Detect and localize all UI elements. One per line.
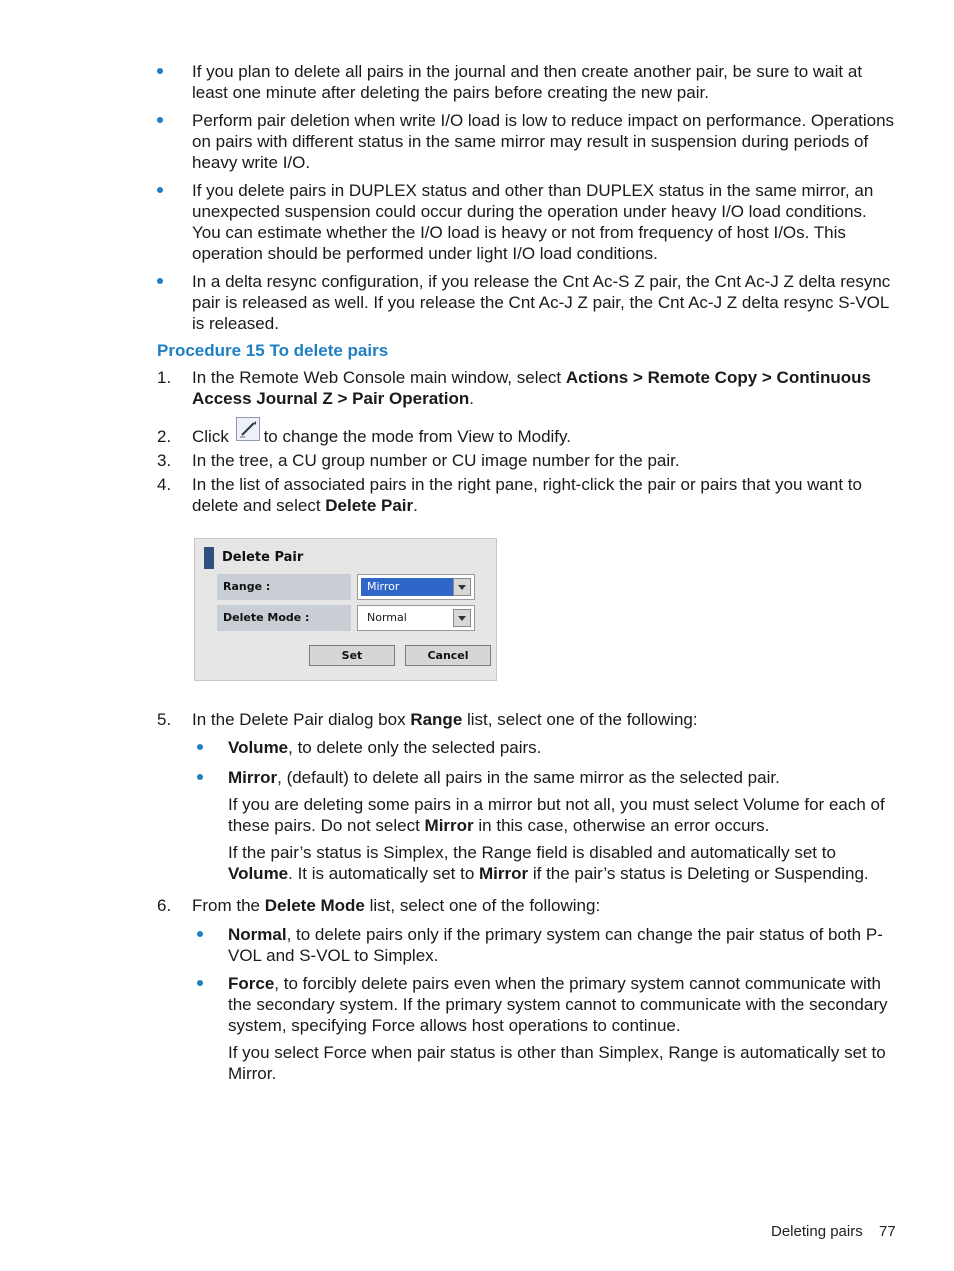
delete-mode-select[interactable] <box>357 605 475 631</box>
cancel-button[interactable]: Cancel <box>405 645 491 666</box>
step-number: 1. <box>157 368 172 387</box>
bullet-icon <box>197 931 203 937</box>
delete-pair-dialog <box>194 538 497 681</box>
bullet-icon <box>197 774 203 780</box>
force-option-text: Force, to forcibly delete pairs even when the primary system cannot communicate with the secondary system. If the primary system cannot to communicate with the secondary system, specifying Force allows host operations to continue. <box>228 974 888 1035</box>
delete-mode-selected-value: Normal <box>367 611 407 624</box>
chevron-down-icon[interactable] <box>453 578 471 596</box>
mirror-option-text: Mirror, (default) to delete all pairs in the same mirror as the selected pair. <box>228 768 780 787</box>
bullet-icon <box>157 187 163 193</box>
step-number: 3. <box>157 451 172 470</box>
step-5-text: In the Delete Pair dialog box Range list, select one of the following: <box>192 710 698 729</box>
bullet-text: If you delete pairs in DUPLEX status and other than DUPLEX status in the same mirror, an unexpected suspension could occur during the operation under heavy I/O load conditions. You can estimate whether the I/O load is heavy or not from frequency of host I/Os. This operation should be performed under light I/O load conditions. <box>192 181 874 263</box>
footer-section-title: Deleting pairs <box>771 1223 863 1240</box>
bullet-text: Perform pair deletion when write I/O load is low to reduce impact on performance. Operations on pairs with different status in the same mirror may result in suspension during periods of heavy write I/O. <box>192 111 895 172</box>
bullet-icon <box>157 278 163 284</box>
chevron-down-icon[interactable] <box>453 609 471 627</box>
step-3-text: In the tree, a CU group number or CU image number for the pair. <box>192 451 680 470</box>
bullet-icon <box>197 980 203 986</box>
step-6-text: From the Delete Mode list, select one of the following: <box>192 896 601 915</box>
delete-mode-label: Delete Mode : <box>217 605 351 631</box>
page-number: 77 <box>879 1223 896 1240</box>
mirror-note-2: If the pair’s status is Simplex, the Range field is disabled and automatically set to Volume. It is automatically set to Mirror if the pair’s status is Deleting or Suspending. <box>228 843 869 883</box>
range-label: Range : <box>217 574 351 600</box>
bullet-text: If you plan to delete all pairs in the journal and then create another pair, be sure to wait at least one minute after deleting the pairs before creating the new pair. <box>192 62 863 102</box>
normal-option-text: Normal, to delete pairs only if the primary system can change the pair status of both P-VOL and S-VOL to Simplex. <box>228 925 883 965</box>
step-number: 2. <box>157 427 172 446</box>
range-select[interactable] <box>357 574 475 600</box>
step-1-text: In the Remote Web Console main window, select Actions > Remote Copy > Continuous Access Journal Z > Pair Operation. <box>192 368 871 408</box>
volume-option-text: Volume, to delete only the selected pairs. <box>228 738 542 757</box>
bullet-icon <box>157 68 163 74</box>
set-button[interactable]: Set <box>309 645 395 666</box>
step-number: 6. <box>157 896 172 915</box>
procedure-title: Procedure 15 To delete pairs <box>157 341 389 360</box>
step-number: 4. <box>157 475 172 494</box>
bullet-text: In a delta resync configuration, if you release the Cnt Ac-S Z pair, the Cnt Ac-J Z delta resync pair is released as well. If you release the Cnt Ac-J Z pair, the Cnt Ac-J Z delta resync S-VOL is released. <box>192 272 891 333</box>
mirror-note-1: If you are deleting some pairs in a mirror but not all, you must select Volume for each of these pairs. Do not select Mirror in this case, otherwise an error occurs. <box>228 795 885 835</box>
dialog-title-marker <box>204 547 214 569</box>
force-note: If you select Force when pair status is other than Simplex, Range is automatically set to Mirror. <box>228 1043 886 1083</box>
modify-mode-icon[interactable] <box>236 417 260 441</box>
bullet-icon <box>197 744 203 750</box>
dialog-title: Delete Pair <box>222 550 304 565</box>
step-4-text: In the list of associated pairs in the right pane, right-click the pair or pairs that you want to delete and select Delete Pair. <box>192 475 862 515</box>
range-selected-value: Mirror <box>361 578 454 596</box>
step-number: 5. <box>157 710 172 729</box>
step-2-text: Click to change the mode from View to Modify. <box>192 427 571 446</box>
bullet-icon <box>157 117 163 123</box>
